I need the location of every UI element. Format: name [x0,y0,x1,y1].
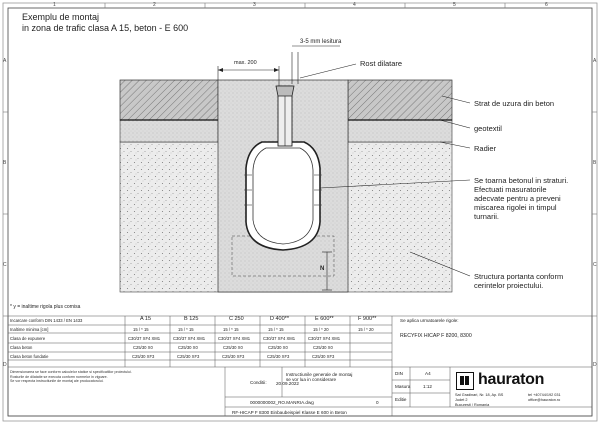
company-contact [528,393,561,403]
table-class-header: B 125 [184,316,199,322]
callout-line: turnarii. [474,212,500,221]
table-row-label: Clasa beton [10,345,33,350]
edge-mark-side: C [3,262,7,268]
sheet-title-line: Instructiunile generale de montaj [286,372,353,377]
sheet-title-line: se vor lua in considerare [286,377,337,382]
dimension-max: max. 200 [234,60,257,66]
note-line: Rosturile de dilatatie se executa conform normelor in vigoare. [10,374,108,379]
edge-mark-side: A [3,58,7,64]
callout-wear-layer: Strat de uzura din beton [474,99,555,108]
dimension-n: N [320,266,325,272]
edge-mark-side: D [593,362,597,368]
footnote: * y = inaltime rigola plus cornisa [10,304,81,310]
table-cell: 15 / * 15 [133,327,149,332]
drawing-title-line: in zona de trafic clasa A 15, beton - E 600 [22,23,189,33]
company-name: hauraton [478,371,545,388]
table-cell: 15 / * 20 [313,327,329,332]
edge-mark-top: 1 [53,2,56,8]
condition-label: Conditii: [250,380,267,385]
address-line: Bucuresti / Romania [455,403,490,407]
table-cell: C25/30 X0 [268,345,288,350]
table-cell: C30/37 XF4 XM1 [263,336,296,341]
table-cell: C30/37 XF4 XM1 [128,336,161,341]
table-cell: 15 / * 20 [358,327,374,332]
table-class-header: A 15 [140,316,152,322]
callout-base: Radier [474,144,497,153]
table-row-label: Clasa de expunere [10,336,46,341]
series-title: RF-HICAP F 8300 Einbaubeispiel Klasse E 600 in Beton [232,410,347,415]
edge-mark-top: 6 [545,2,548,8]
table-cell: C25/30 XF3 [177,354,200,359]
edge-mark-top: 4 [353,2,356,8]
edge-mark-top: 3 [253,2,256,8]
date: 20.09.2022 [276,381,299,386]
table-group-label: Se aplica urmatoarele rigole: [400,318,459,323]
table-class-header: E 600** [315,316,334,322]
table-row-label: Clasa beton fundatie [10,354,49,359]
callout-line: miscarea rigolei in timpul [474,203,557,212]
table-cell: C30/37 XF4 XM1 [173,336,206,341]
edge-mark-top: 2 [153,2,156,8]
table-class-header: C 250 [229,316,244,322]
callout-line: adecvate pentru a preveni [474,194,561,203]
notes-block [10,370,222,384]
edition-value: 0 [376,400,379,405]
table-cell: C25/30 XF3 [222,354,245,359]
table-cell: C25/30 XF3 [312,354,335,359]
edge-mark-top: 5 [453,2,456,8]
callout-geotextile: geotextil [474,124,502,133]
callout-line: Se toarna betonul in straturi. [474,176,569,185]
table-cell: C30/37 XF4 XM1 [308,336,341,341]
table-class-header: D 400** [270,316,289,322]
dimension-gap: 3-5 mm lesitura [300,39,342,45]
contact-line: office@hauraton.ro [528,398,561,402]
sheet-title [286,372,352,382]
edge-mark-side: B [3,160,7,166]
table-cell: 15 / * 15 [268,327,284,332]
drawing-title-line: Exemplu de montaj [22,12,100,22]
table-cell: C25/30 XF3 [267,354,290,359]
callout-line: Efectuati masuratorile [474,185,547,194]
table-class-header: F 900** [358,316,377,322]
table-cell: C25/30 X0 [223,345,243,350]
table-cell: 15 / * 15 [223,327,239,332]
edge-mark-side: A [593,58,597,64]
scale-value: 1:12 [423,384,432,389]
table-cell: C30/37 XF4 XM1 [218,336,251,341]
contact-line: tel +40744/192 031 [528,393,561,397]
edge-mark-side: B [593,160,597,166]
table-cell: C25/30 XF3 [132,354,155,359]
address-line: Sat Gradinari, Nr. 18, Ap. BS [455,393,504,397]
edge-mark-side: C [593,262,597,268]
callout-line: Structura portanta conform [474,272,564,281]
table-header-label: Incarcare conform DIN 1433 / EN 1433 [10,318,83,323]
format-value: A4 [425,371,431,376]
table-product: RECYFIX HICAP F 8200, 8300 [400,333,472,339]
callout-line: cerintelor proiectului. [474,281,544,290]
table-cell: 15 / * 15 [178,327,194,332]
hauraton-logo-icon [456,372,474,390]
scale-label: Masura [395,384,411,389]
note-line: Se vor respecta instructiunile de montaj ale producatorului. [10,379,104,384]
edge-mark-side: D [3,362,7,368]
drawing-number: 0000000002_RO.MANRIA.dwg [250,400,314,405]
callout-expansion-joint: Rost dilatare [360,59,403,68]
company-address [455,393,503,408]
note-line: Dimensionarea se face conform calculelor statice si specificatiilor proiectului. [10,370,132,374]
table-row-label: Inaltime minima [cm] [10,327,49,332]
format-label: DIN [395,371,403,376]
table-cell: C25/30 X0 [133,345,153,350]
table-cell: C25/30 X0 [178,345,198,350]
table-cell: C25/30 X0 [313,345,333,350]
edition-label: Editie [395,397,407,402]
address-line: Judet 2 [455,398,468,402]
